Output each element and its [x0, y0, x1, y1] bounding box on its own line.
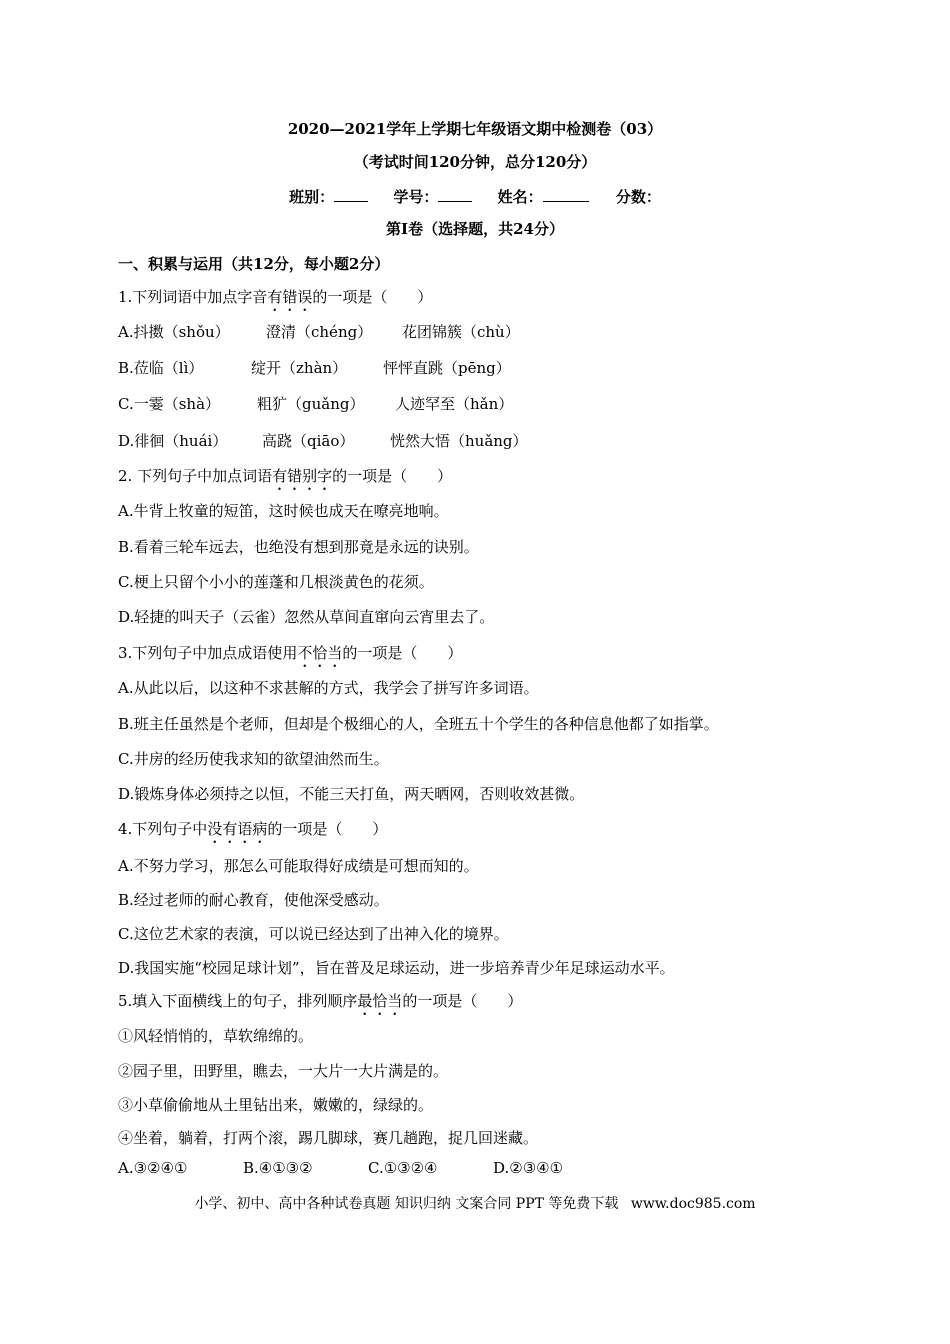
question-1-option-b: B.莅临（lì） 绽开（zhàn） 怦怦直跳（pēng） — [118, 359, 511, 377]
question-3-option-b: B.班主任虽然是个老师，但却是个极细心的人，全班五十个学生的各种信息他都了如指掌。 — [118, 715, 719, 733]
question-5-sentence-2: ②园子里，田野里，瞧去，一大片一大片满是的。 — [118, 1062, 449, 1080]
question-5-sentence-4: ④坐着，躺着，打两个滚，踢几脚球，赛几趟跑，捉几回迷藏。 — [118, 1129, 539, 1147]
name-label: 姓名： — [497, 188, 543, 206]
question-3-option-a: A.从此以后，以这种不求甚解的方式，我学会了拼写许多词语。 — [118, 679, 539, 697]
question-1-stem: 1.下列词语中加点字音有错误的一项是（ ） — [118, 288, 433, 306]
question-4-option-d: D.我国实施“校园足球计划”，旨在普及足球运动，进一步培养青少年足球运动水平。 — [118, 959, 675, 977]
number-blank — [438, 189, 472, 202]
class-blank — [334, 189, 368, 202]
question-5-sentence-1: ①风轻悄悄的，草软绵绵的。 — [118, 1027, 314, 1045]
question-5-stem: 5.填入下面横线上的句子，排列顺序最恰当的一项是（ ） — [118, 992, 523, 1010]
question-5-option-a: A.③②④① — [118, 1159, 188, 1177]
student-info-row — [0, 186, 950, 207]
part-heading: 第Ⅰ卷（选择题，共24分） — [386, 220, 564, 238]
number-label: 学号： — [393, 188, 439, 206]
section-heading: 一、积累与运用（共12分，每小题2分） — [118, 255, 390, 273]
question-1-option-d: D.徘徊（huái） 高跷（qiāo） 恍然大悟（huǎng） — [118, 432, 528, 450]
question-1-option-a: A.抖擞（shǒu） 澄清（chéng） 花团锦簇（chù） — [118, 323, 520, 341]
exam-subtitle: （考试时间120分钟，总分120分） — [353, 153, 597, 171]
question-2-option-c: C.梗上只留个小小的莲蓬和几根淡黄色的花须。 — [118, 573, 434, 591]
question-3-option-d: D.锻炼身体必须持之以恒，不能三天打鱼，两天晒网，否则收效甚微。 — [118, 785, 585, 803]
question-4-option-a: A.不努力学习，那怎么可能取得好成绩是可想而知的。 — [118, 857, 479, 875]
question-2-option-d: D.轻捷的叫天子（云雀）忽然从草间直窜向云宵里去了。 — [118, 608, 495, 626]
score-label: 分数： — [615, 188, 661, 206]
question-4-option-b: B.经过老师的耐心教育，使他深受感动。 — [118, 891, 389, 909]
question-5-option-d: D.②③④① — [493, 1159, 564, 1177]
question-2-option-b: B.看着三轮车远去，也绝没有想到那竟是永远的诀别。 — [118, 538, 479, 556]
question-3-stem: 3.下列句子中加点成语使用不恰当的一项是（ ） — [118, 644, 463, 662]
question-4-option-c: C.这位艺术家的表演，可以说已经达到了出神入化的境界。 — [118, 925, 509, 943]
exam-title: 2020—2021学年上学期七年级语文期中检测卷（03） — [287, 120, 663, 138]
question-5-option-b: B.④①③② — [243, 1159, 313, 1177]
question-5-option-c: C.①③②④ — [368, 1159, 438, 1177]
question-5-options — [118, 1159, 563, 1177]
page-footer — [0, 1193, 950, 1213]
question-5-sentence-3: ③小草偷偷地从土里钻出来，嫩嫩的，绿绿的。 — [118, 1096, 434, 1114]
footer-text: 小学、初中、高中各种试卷真题 知识归纳 文案合同 PPT 等免费下载 — [194, 1196, 619, 1212]
question-4-stem: 4.下列句子中没有语病的一项是（ ） — [118, 820, 388, 838]
question-1-option-c: C.一霎（shà） 粗犷（guǎng） 人迹罕至（hǎn） — [118, 395, 514, 413]
name-blank — [543, 189, 589, 202]
question-2-option-a: A.牛背上牧童的短笛，这时候也成天在嘹亮地响。 — [118, 502, 449, 520]
question-3-option-c: C.井房的经历使我求知的欲望油然而生。 — [118, 750, 389, 768]
class-label: 班别： — [289, 188, 335, 206]
question-2-stem: 2. 下列句子中加点词语有错别字的一项是（ ） — [118, 467, 453, 485]
footer-url: www.doc985.com — [630, 1196, 756, 1212]
